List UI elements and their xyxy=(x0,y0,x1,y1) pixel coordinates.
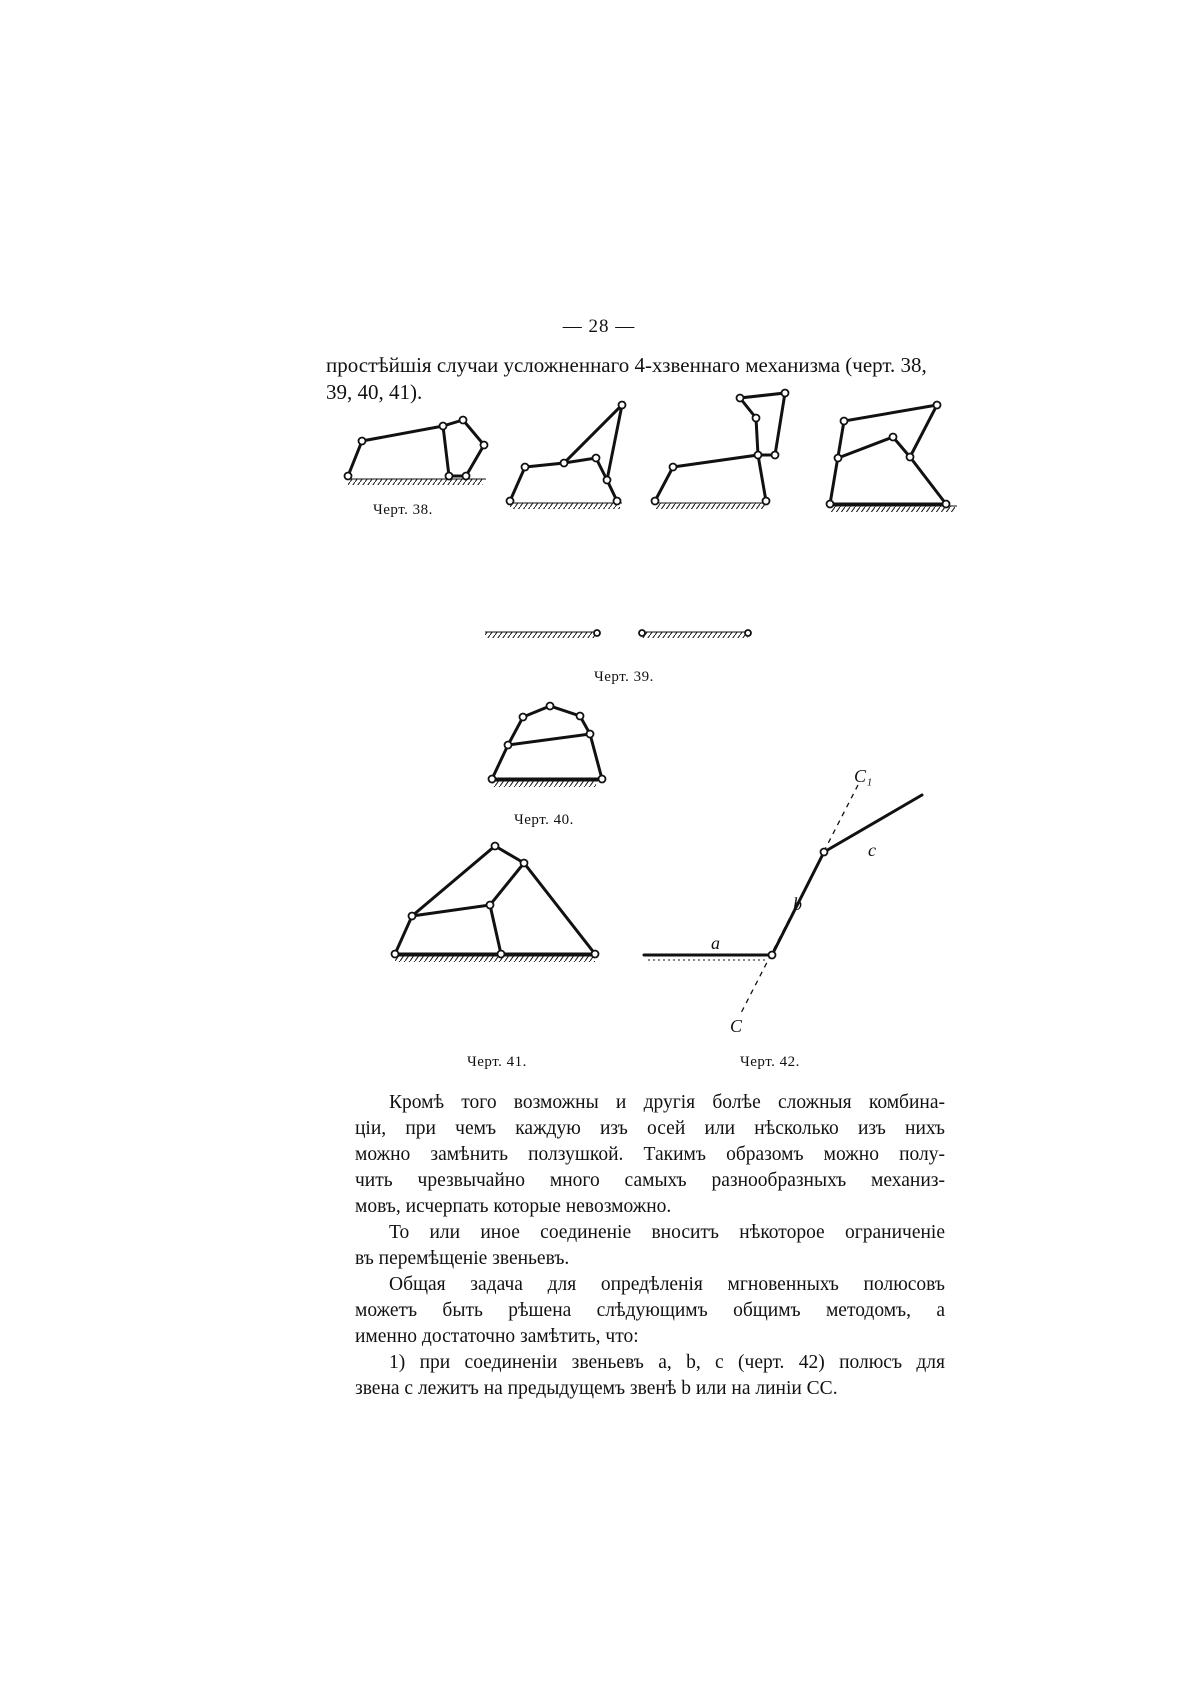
ground-hatch xyxy=(348,479,483,485)
figure-40 xyxy=(480,695,610,795)
text-line: звена c лежитъ на предыдущемъ звенѣ b или на линіи CC. xyxy=(355,1378,838,1399)
caption-fig-39: Черт. 39. xyxy=(594,669,654,685)
linkage xyxy=(655,455,766,501)
ground-hatch xyxy=(655,503,765,509)
caption-fig-41: Черт. 41. xyxy=(467,1054,527,1070)
text-line: То или иное соединеніе вноситъ нѣкоторое ограниченіе xyxy=(389,1222,945,1243)
linkage xyxy=(510,405,622,501)
label-b: b xyxy=(793,894,802,914)
text-line: ціи, при чемъ каждую изъ осей или нѣсколько изъ нихъ xyxy=(355,1118,945,1139)
figure-42 xyxy=(640,766,940,1040)
joint-bc xyxy=(821,849,828,856)
page-number: — 28 — xyxy=(562,316,636,337)
caption-fig-42: Черт. 42. xyxy=(740,1054,800,1070)
intro-line-2: 39, 40, 41). xyxy=(326,380,423,404)
text-line: именно достаточно замѣтить, что: xyxy=(355,1326,639,1347)
paragraph-4 xyxy=(355,1350,945,1402)
intro-line-1: простѣйшія случаи усложненнаго 4-хзвеннаго механизма (черт. 38, xyxy=(326,353,927,377)
coupler-link xyxy=(564,458,607,480)
text-line: въ перемѣщеніе звеньевъ. xyxy=(355,1248,570,1269)
text-line: Кромѣ того возможны и другія болѣе сложныя комбина- xyxy=(389,1092,945,1113)
figure-39b xyxy=(650,385,800,515)
joint-ab xyxy=(769,952,776,959)
text-line: Общая задача для опредѣленія мгновенныхъ полюсовъ xyxy=(389,1274,945,1295)
label-c1: C₁ xyxy=(854,766,873,786)
text-line: чить чрезвычайно много самыхъ разнообразныхъ механиз- xyxy=(355,1170,945,1191)
inner-link xyxy=(838,437,910,458)
caption-fig-38: Черт. 38. xyxy=(373,502,433,518)
vertical-link xyxy=(490,905,501,954)
figure-39a xyxy=(500,395,630,515)
text-line: можно замѣнить ползушкой. Такимъ образомъ можно полу- xyxy=(355,1144,945,1165)
caption-fig-40: Черт. 40. xyxy=(514,812,574,828)
label-a: a xyxy=(711,933,720,953)
joints xyxy=(489,703,606,783)
label-c: c xyxy=(868,840,876,860)
joints xyxy=(652,390,789,505)
label-c-bottom: C xyxy=(730,1016,743,1036)
figure-39-sliders xyxy=(480,628,760,643)
four-bar-linkage xyxy=(348,426,449,476)
inner-link xyxy=(412,863,524,916)
ground-hatch xyxy=(395,956,595,962)
upper-loop xyxy=(740,393,785,455)
joints xyxy=(507,402,626,505)
figure-39c xyxy=(820,395,960,515)
paragraph-2 xyxy=(355,1220,945,1272)
figure-41 xyxy=(385,835,605,970)
ground-hatch xyxy=(510,503,620,509)
figure-38 xyxy=(330,405,500,495)
text-line: можетъ быть рѣшена слѣдующимъ общимъ методомъ, а xyxy=(355,1300,945,1321)
ground-hatch xyxy=(830,506,955,512)
text-line: 1) при соединеніи звеньевъ a, b, c (черт. 42) полюсъ для xyxy=(389,1352,945,1373)
paragraph-1 xyxy=(355,1090,945,1220)
text-line: мовъ, исчерпать которые невозможно. xyxy=(355,1196,672,1217)
ground-hatch xyxy=(492,781,596,787)
paragraph-3 xyxy=(355,1272,945,1350)
